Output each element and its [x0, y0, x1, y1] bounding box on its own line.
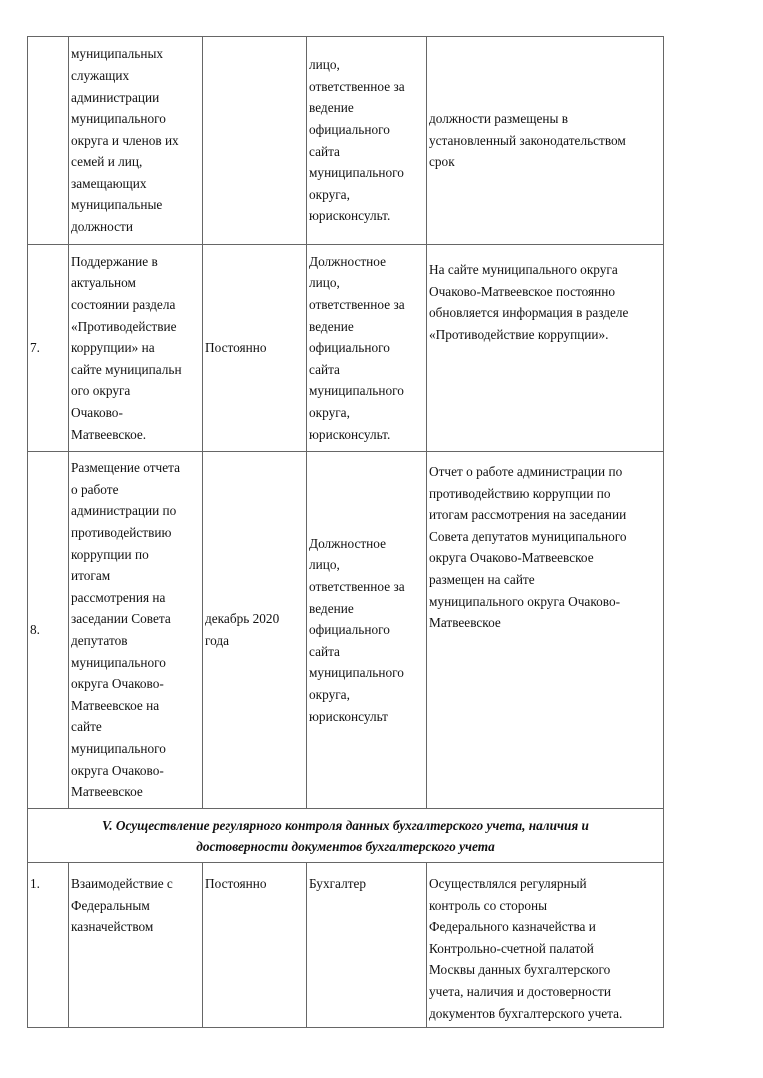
- responsible-cell: Бухгалтер: [307, 863, 427, 1028]
- row-number: 1.: [28, 863, 69, 1028]
- table-row: [28, 245, 664, 452]
- section-title: V. Осуществление регулярного контроля данных бухгалтерского учета, наличия и достоверности документов бухгалтерского учета: [28, 809, 664, 863]
- responsible-cell: Должностное лицо, ответственное за ведение официального сайта муниципального округа, юрисконсульт: [307, 452, 427, 809]
- term-cell: Постоянно: [203, 863, 307, 1028]
- responsible-cell: Должностное лицо, ответственное за ведение официального сайта муниципального округа, юрисконсульт.: [307, 245, 427, 452]
- measure-cell: Размещение отчета о работе администрации по противодействию коррупции по итогам рассмотрения на заседании Совета депутатов муниципального округа Очаково- Матвеевское на сайте муниципального округа Очаково- Матвеевское: [69, 452, 203, 809]
- result-cell: На сайте муниципального округа Очаково-Матвеевское постоянно обновляется информация в разделе «Противодействие коррупции».: [427, 245, 664, 452]
- measures-table: [27, 36, 664, 1028]
- table-row: [28, 37, 664, 245]
- result-cell: Отчет о работе администрации по противодействию коррупции по итогам рассмотрения на заседании Совета депутатов муниципального округа Очаково-Матвеевское размещен на сайте муниципального округа Очаково- Матвеевское: [427, 452, 664, 809]
- table-row: [28, 452, 664, 809]
- result-cell: Осуществлялся регулярный контроль со стороны Федерального казначейства и Контрольно-счетной палатой Москвы данных бухгалтерского учета, наличия и достоверности документов бухгалтерского учета.: [427, 863, 664, 1028]
- measure-cell: Взаимодействие с Федеральным казначейством: [69, 863, 203, 1028]
- term-cell: [203, 37, 307, 245]
- row-number: 8.: [28, 452, 69, 809]
- row-number: [28, 37, 69, 245]
- table-row: [28, 863, 664, 1028]
- term-cell: Постоянно: [203, 245, 307, 452]
- measure-cell: муниципальных служащих администрации муниципального округа и членов их семей и лиц, замещающих муниципальные должности: [69, 37, 203, 245]
- row-number: 7.: [28, 245, 69, 452]
- responsible-cell: лицо, ответственное за ведение официального сайта муниципального округа, юрисконсульт.: [307, 37, 427, 245]
- section-header-row: [28, 809, 664, 863]
- measure-cell: Поддержание в актуальном состоянии раздела «Противодействие коррупции» на сайте муниципальн ого округа Очаково- Матвеевское.: [69, 245, 203, 452]
- term-cell: декабрь 2020 года: [203, 452, 307, 809]
- result-cell: должности размещены в установленный законодательством срок: [427, 37, 664, 245]
